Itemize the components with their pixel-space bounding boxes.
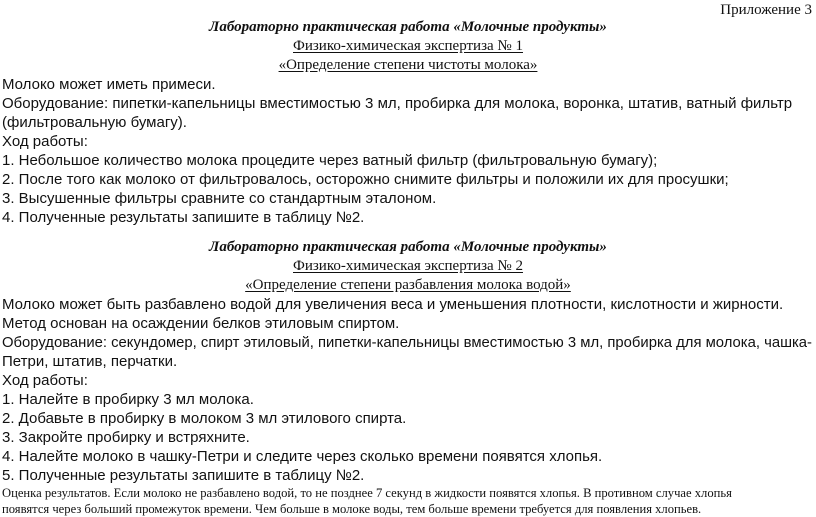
work1-line: (фильтровальную бумагу). (2, 114, 187, 131)
work2-line: Петри, штатив, перчатки. (2, 353, 178, 370)
work2-step: 2. Добавьте в пробирку в молоком 3 мл этилового спирта. (2, 410, 407, 427)
work1-step: 4. Полученные результаты запишите в таблицу №2. (2, 209, 365, 226)
work1-title: Лабораторно практическая работа «Молочные продукты» (209, 19, 607, 35)
evaluation-line: Оценка результатов. Если молоко не разбавлено водой, то не позднее 7 секунд в жидкости появятся хлопья. В противном случае хлопья (2, 486, 732, 500)
work2-step: 3. Закройте пробирку и встряхните. (2, 429, 250, 446)
work1-line: Молоко может иметь примеси. (2, 76, 216, 93)
work2-line: Оборудование: секундомер, спирт этиловый, пипетки-капельницы вместимостью 3 мл, пробирка для молока, чашка- (2, 334, 813, 351)
work2-step: 5. Полученные результаты запишите в таблицу №2. (2, 467, 365, 484)
work2-step: 1. Налейте в пробирку 3 мл молока. (2, 391, 254, 408)
evaluation-line: появятся через больший промежуток времени. Чем больше в молоке воды, тем больше времени требуется для появления хлопьев. (2, 502, 702, 516)
work2-line: Ход работы: (2, 372, 88, 389)
work2-line: Молоко может быть разбавлено водой для увеличения веса и уменьшения плотности, кислотности и жирности. (2, 296, 784, 313)
work2-line: Метод основан на осаждении белков этиловым спиртом. (2, 315, 400, 332)
work2-topic: «Определение степени разбавления молока водой» (245, 277, 571, 293)
work1-line: Ход работы: (2, 133, 88, 150)
work1-step: 1. Небольшое количество молока процедите через ватный фильтр (фильтровальную бумагу); (2, 152, 658, 169)
work1-step: 2. После того как молоко от фильтровалось, осторожно снимите фильтры и положили их для просушки; (2, 171, 729, 188)
appendix-label: Приложение 3 (720, 2, 812, 18)
work1-subtitle: Физико-химическая экспертиза № 1 (293, 38, 523, 54)
work2-subtitle: Физико-химическая экспертиза № 2 (293, 258, 523, 274)
work1-step: 3. Высушенные фильтры сравните со стандартным эталоном. (2, 190, 437, 207)
work1-line: Оборудование: пипетки-капельницы вместимостью 3 мл, пробирка для молока, воронка, штатив, ватный фильтр (2, 95, 793, 112)
work2-title: Лабораторно практическая работа «Молочные продукты» (209, 239, 607, 255)
work2-step: 4. Налейте молоко в чашку-Петри и следите через сколько времени появятся хлопья. (2, 448, 603, 465)
work1-topic: «Определение степени чистоты молока» (278, 57, 538, 73)
